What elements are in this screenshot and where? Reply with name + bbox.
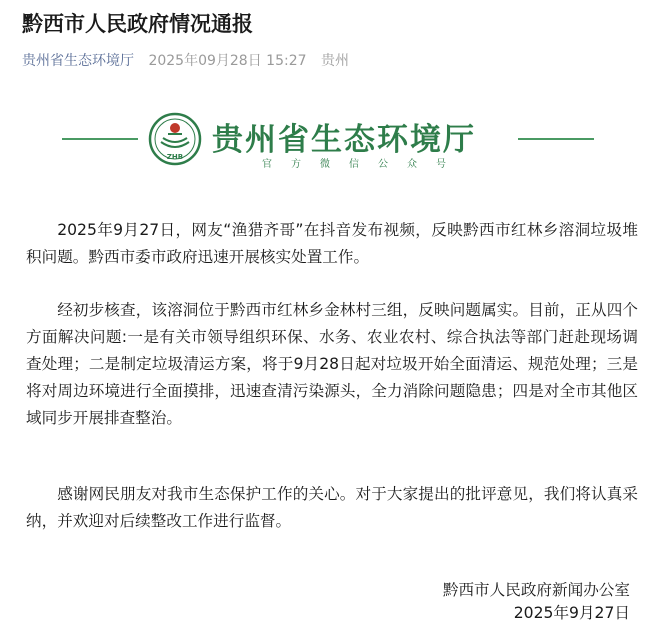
article-title: 黔西市人民政府情况通报 — [22, 12, 253, 36]
signature: 黔西市人民政府新闻办公室 — [442, 581, 630, 599]
publish-date: 2025年09月28日 15:27 — [148, 53, 307, 69]
banner-divider-left — [62, 138, 138, 140]
banner-org-name: 贵州省生态环境厅 — [212, 122, 476, 158]
body-paragraph-1: 2025年9月27日，网友“渔猎齐哥”在抖音发布视频，反映黔西市红林乡溶洞垃圾堆积问题。黔西市委市政府迅速开展核实处置工作。 — [26, 221, 638, 266]
signature-date: 2025年9月27日 — [513, 604, 630, 622]
banner-subtitle: 官方微信公众号 — [262, 159, 465, 170]
body-paragraph-2: 经初步核查，该溶洞位于黔西市红林乡金林村三组，反映问题属实。目前，正从四个方面解决问题:一是有关市领导组织环保、水务、农业农村、综合执法等部门赶赴现场调查处理；二是制定垃圾清运方案，将于9月28日起对垃圾开始全面清运、规范处理；三是将对周边环境进行全面摸排，迅速查清污染源头，全力消除问题隐患；四是对全市其他区域同步开展排查整治。 — [26, 301, 638, 427]
account-banner — [0, 112, 660, 176]
logo-text: ZHB — [166, 153, 184, 161]
zhb-emblem-icon — [148, 112, 202, 166]
publish-location: 贵州 — [320, 53, 349, 69]
account-link[interactable]: 贵州省生态环境厅 — [22, 53, 134, 69]
body-paragraph-3: 感谢网民朋友对我市生态保护工作的关心。对于大家提出的批评意见，我们将认真采纳，并欢迎对后续整改工作进行监督。 — [26, 485, 638, 530]
article-meta — [22, 50, 349, 70]
banner-divider-right — [518, 138, 594, 140]
